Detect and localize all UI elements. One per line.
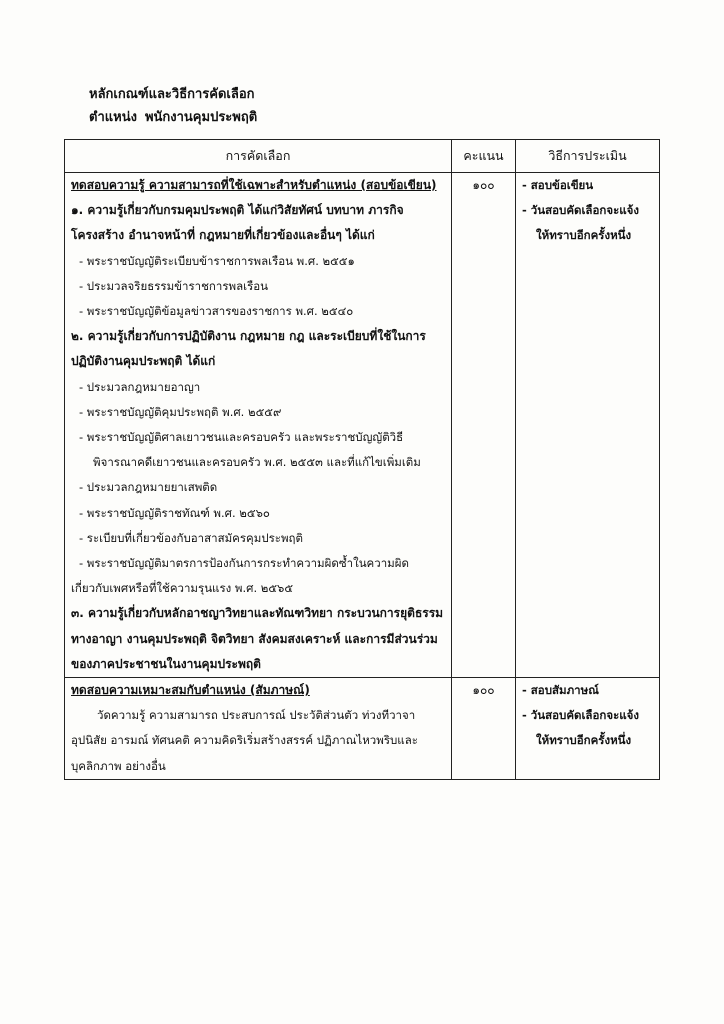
list-item: ของภาคประชาชนในงานคุมประพฤติ [71, 656, 261, 671]
list-item: - พระราชบัญญัติข้อมูลข่าวสารของราชการ พ.ศ. ๒๕๔๐ [79, 304, 354, 319]
section2-method-cell [516, 678, 660, 780]
list-item: พิจารณาคดีเยาวชนและครอบครัว พ.ศ. ๒๕๕๓ และที่แก้ไขเพิ่มเติม [93, 455, 421, 470]
list-item: - ประมวลกฎหมายยาเสพติด [79, 480, 218, 495]
list-item: เกี่ยวกับเพศหรือที่ใช้ความรุนแรง พ.ศ. ๒๕๖๕ [71, 581, 294, 596]
list-item: - ประมวลจริยธรรมข้าราชการพลเรือน [79, 278, 269, 293]
list-item: โครงสร้าง อำนาจหน้าที่ กฎหมายที่เกี่ยวข้องและอื่นๆ ได้แก่ [71, 228, 375, 243]
section1-score: ๑๐๐ [472, 178, 495, 192]
section2-title: ทดสอบความเหมาะสมกับตำแหน่ง (สัมภาษณ์) [71, 683, 310, 698]
list-item: ๑. ความรู้เกี่ยวกับกรมคุมประพฤติ ได้แก่วิสัยทัศน์ บทบาท ภารกิจ [71, 203, 404, 218]
section1-method-item: - วันสอบคัดเลือกจะแจ้ง [522, 203, 640, 218]
list-item: วัดความรู้ ความสามารถ ประสบการณ์ ประวัติส่วนตัว ท่วงทีวาจา [97, 708, 416, 723]
table-row [65, 678, 660, 780]
list-item: - ประมวลกฎหมายอาญา [79, 379, 201, 394]
list-item: - พระราชบัญญัติศาลเยาวชนและครอบครัว และพระราชบัญญัติวิธี [79, 430, 404, 445]
position-label: ตำแหน่ง [89, 110, 137, 125]
section1-method-item: - สอบข้อเขียน [522, 178, 594, 192]
table-row [65, 173, 660, 678]
list-item: ๓. ความรู้เกี่ยวกับหลักอาชญาวิทยาและทัณฑวิทยา กระบวนการยุติธรรม [71, 606, 444, 621]
header-selection: การคัดเลือก [65, 140, 452, 173]
header-method: วิธีการประเมิน [516, 140, 660, 173]
list-item: บุคลิกภาพ อย่างอื่น [71, 758, 166, 773]
list-item: - พระราชบัญญัติราชทัณฑ์ พ.ศ. ๒๕๖๐ [79, 505, 270, 520]
list-item: ทางอาญา งานคุมประพฤติ จิตวิทยา สังคมสงเคราะห์ และการมีส่วนร่วม [71, 631, 438, 646]
section2-score: ๑๐๐ [472, 683, 495, 698]
list-item: - พระราชบัญญัติระเบียบข้าราชการพลเรือน พ.ศ. ๒๕๕๑ [79, 253, 355, 268]
section1-criteria [65, 173, 452, 678]
position-name: พนักงานคุมประพฤติ [144, 110, 258, 125]
selection-criteria-table [64, 139, 660, 780]
section2-method-item: - สอบสัมภาษณ์ [522, 683, 599, 698]
list-item: ๒. ความรู้เกี่ยวกับการปฏิบัติงาน กฎหมาย กฎ และระเบียบที่ใช้ในการ [71, 329, 426, 344]
list-item: ปฏิบัติงานคุมประพฤติ ได้แก่ [71, 354, 216, 369]
header-score: คะแนน [452, 140, 516, 173]
list-item: อุปนิสัย อารมณ์ ทัศนคติ ความคิดริเริ่มสร้างสรรค์ ปฏิภาณไหวพริบและ [71, 733, 418, 748]
table-header-row [65, 140, 660, 173]
document-title: หลักเกณฑ์และวิธีการคัดเลือก [89, 87, 255, 102]
list-item: - พระราชบัญญัติคุมประพฤติ พ.ศ. ๒๕๕๙ [79, 404, 282, 419]
section2-method-item: - วันสอบคัดเลือกจะแจ้ง [522, 708, 640, 723]
section2-score-cell [452, 678, 516, 780]
section2-criteria [65, 678, 452, 780]
section1-score-cell [452, 173, 516, 678]
list-item: - ระเบียบที่เกี่ยวข้องกับอาสาสมัครคุมประพฤติ [79, 530, 303, 545]
section1-method-item: ให้ทราบอีกครั้งหนึ่ง [536, 228, 632, 243]
section1-method-cell [516, 173, 660, 678]
section1-title: ทดสอบความรู้ ความสามารถที่ใช้เฉพาะสำหรับตำแหน่ง (สอบข้อเขียน) [71, 178, 437, 192]
list-item: - พระราชบัญญัติมาตรการป้องกันการกระทำความผิดซ้ำในความผิด [79, 556, 409, 571]
section2-method-item: ให้ทราบอีกครั้งหนึ่ง [536, 733, 632, 748]
position-line [89, 106, 257, 127]
